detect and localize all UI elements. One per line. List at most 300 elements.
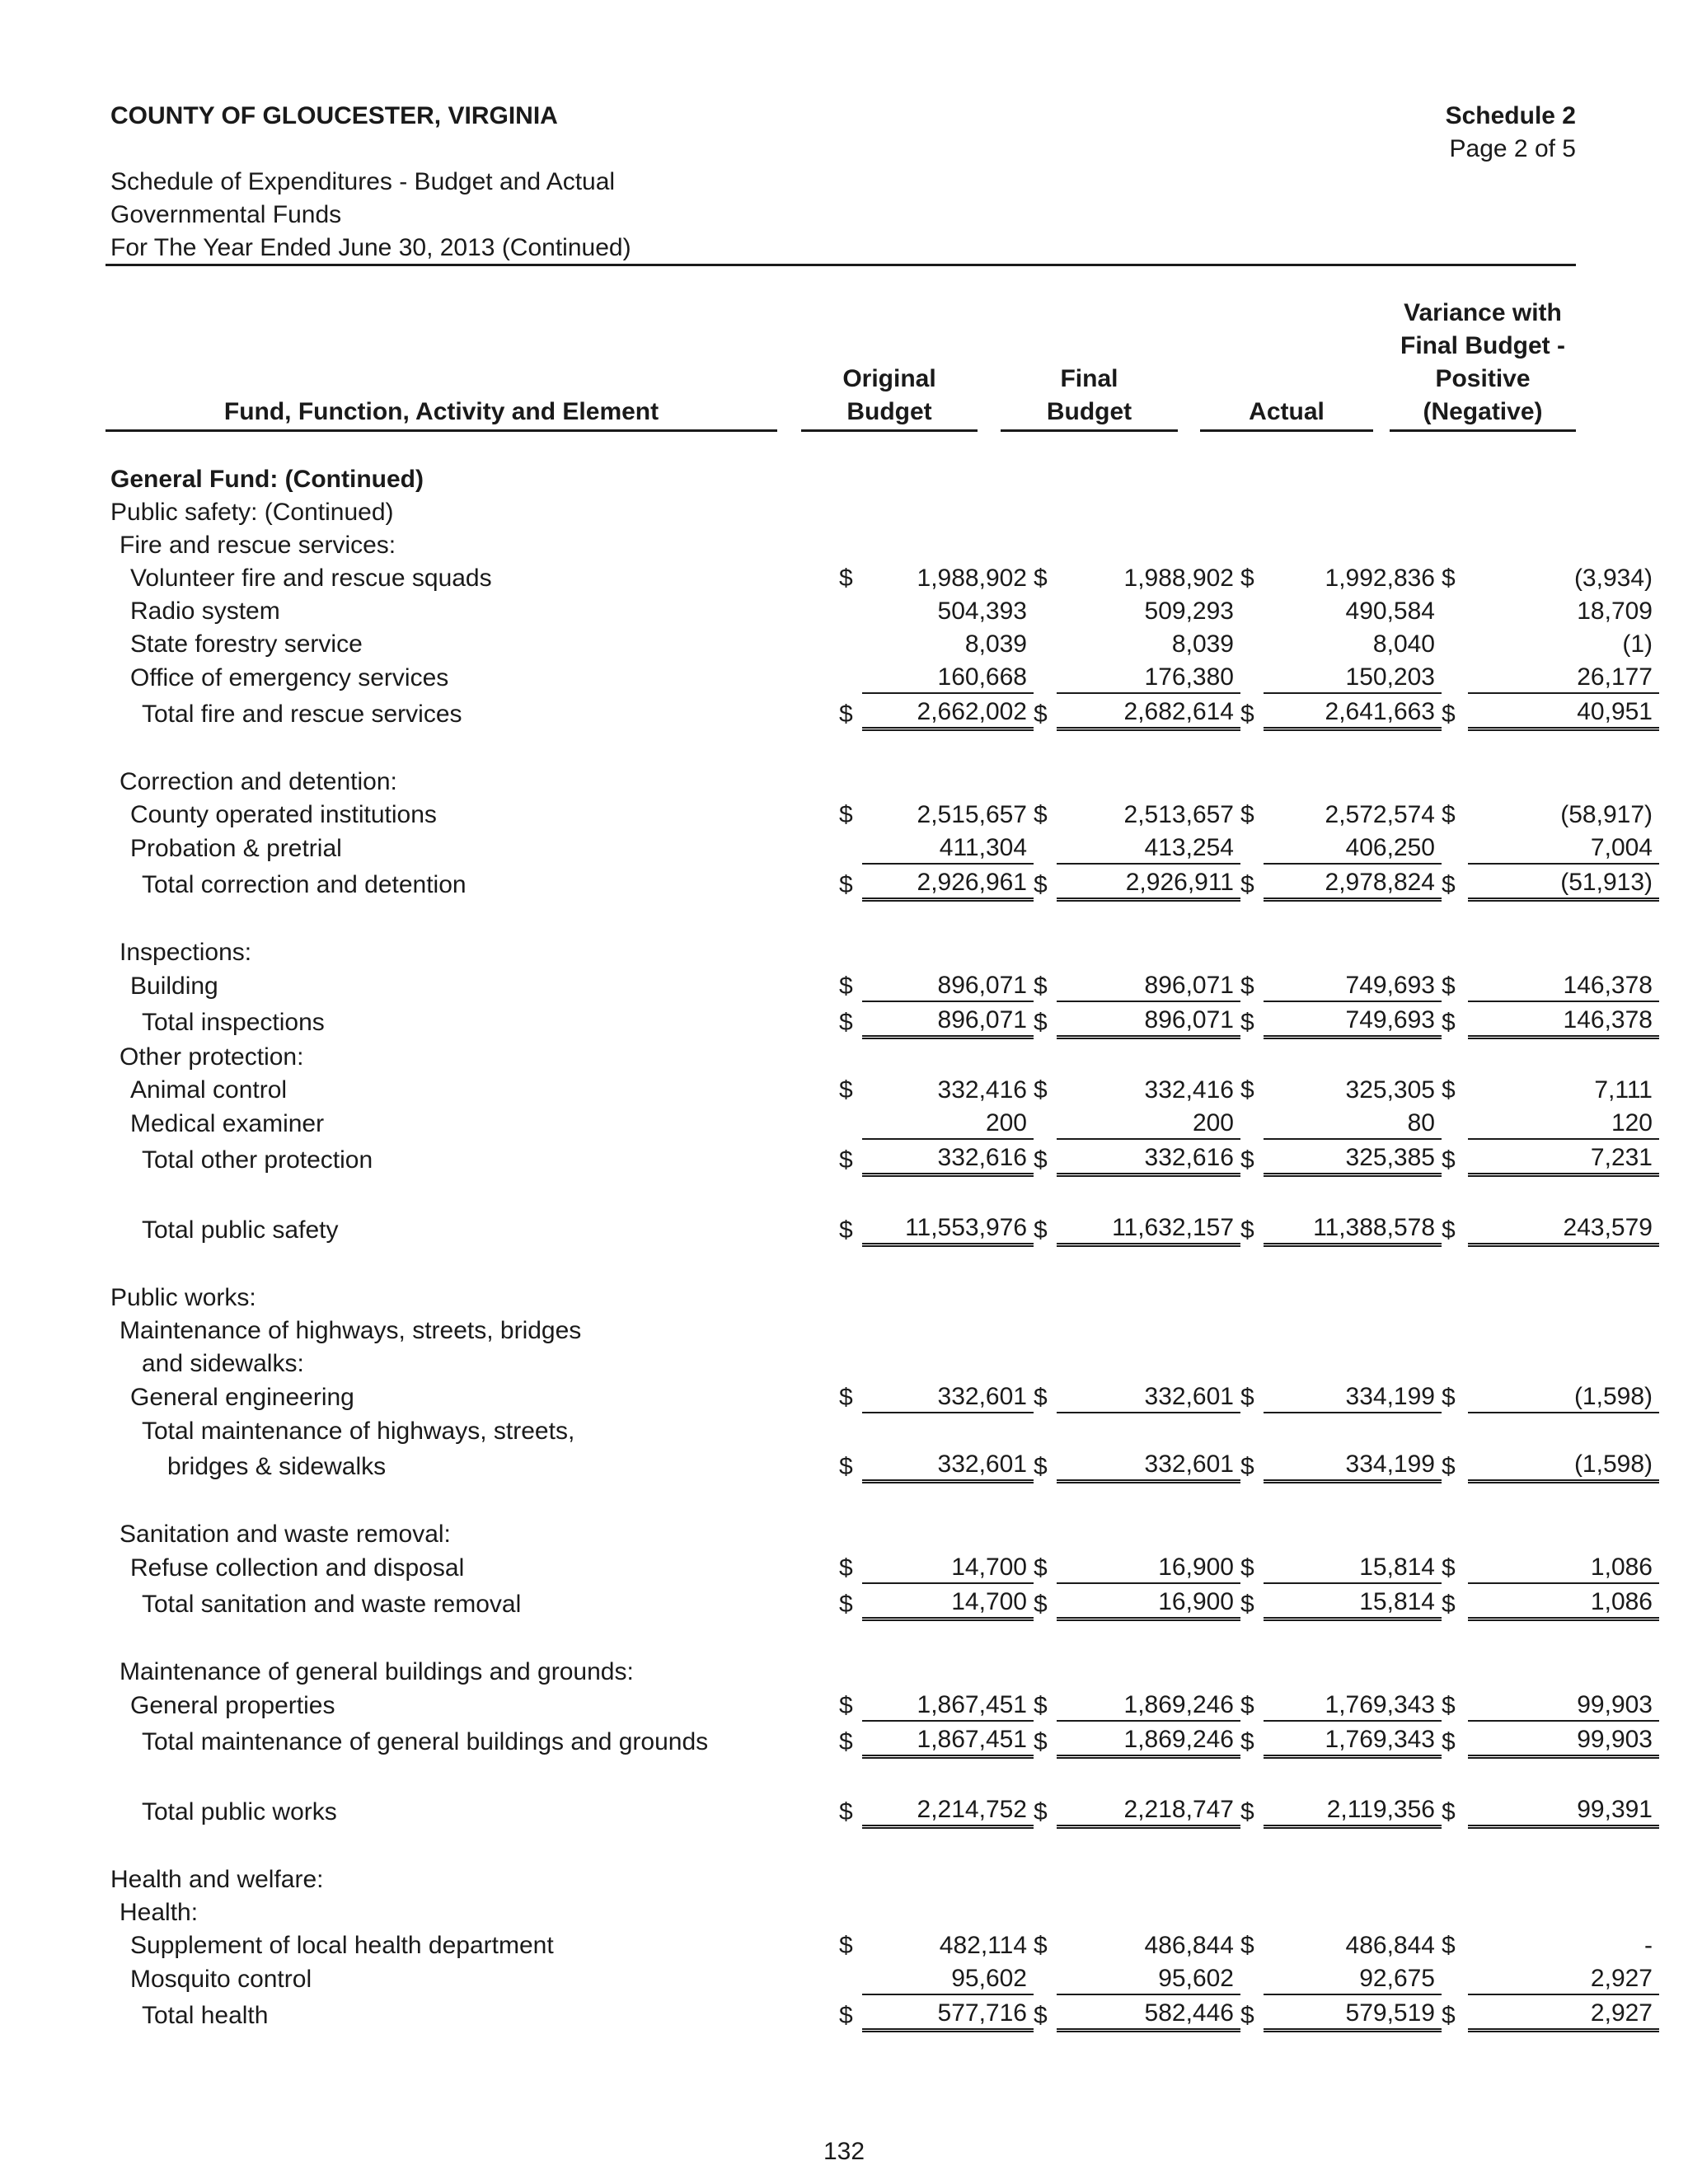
dollar-sign — [1240, 1105, 1264, 1139]
cell-actual: 8,040 — [1372, 630, 1435, 658]
cell-final-budget — [1057, 1280, 1240, 1313]
dollar-sign — [1442, 1346, 1468, 1379]
dollar-sign: $ — [839, 1590, 853, 1618]
table-row — [106, 1001, 1659, 1038]
dollar-sign — [1034, 830, 1057, 864]
dollar-sign — [839, 494, 862, 527]
column-header-label-text: Fund, Function, Activity and Element — [223, 398, 659, 425]
cell-original-budget: 2,926,961 — [862, 864, 1034, 900]
dollar-sign: $ — [1442, 565, 1456, 592]
table-row — [106, 1072, 1659, 1105]
table-row — [106, 1721, 1659, 1757]
dollar-sign: $ — [1034, 870, 1048, 898]
cell-final-budget — [1057, 462, 1240, 494]
spacer-row — [106, 1827, 1659, 1863]
dollar-sign — [1034, 626, 1057, 659]
row-label: Probation & pretrial — [130, 835, 342, 862]
dollar-sign: $ — [1240, 1008, 1254, 1036]
dollar-sign — [1240, 593, 1264, 626]
spacer-row — [106, 1619, 1659, 1655]
dollar-sign: $ — [1034, 565, 1048, 592]
cell-final-budget: 332,416 — [1144, 1076, 1234, 1104]
dollar-sign — [1240, 830, 1264, 864]
dollar-sign: $ — [1240, 1146, 1254, 1174]
cell-final-budget — [1057, 1862, 1240, 1895]
dollar-sign: $ — [1034, 1797, 1048, 1825]
column-header-original — [801, 363, 978, 429]
dollar-sign — [1034, 935, 1057, 968]
dollar-sign: $ — [1240, 1076, 1254, 1104]
column-header-variance-line1: Variance with — [1404, 299, 1562, 326]
cell-final-budget: 95,602 — [1057, 1961, 1240, 1994]
cell-variance: 7,231 — [1468, 1139, 1659, 1175]
dollar-sign — [839, 593, 862, 626]
dollar-sign: $ — [1240, 1797, 1254, 1825]
cell-final-budget: 176,380 — [1057, 659, 1240, 693]
dollar-sign — [1240, 626, 1264, 659]
cell-final-budget: 16,900 — [1057, 1549, 1240, 1583]
row-label: Fire and rescue services: — [120, 532, 396, 559]
cell-final-budget — [1057, 935, 1240, 968]
dollar-sign: $ — [1034, 1076, 1048, 1104]
cell-variance: 7,004 — [1468, 830, 1659, 864]
cell-original-budget: 11,553,976 — [862, 1210, 1034, 1245]
table-row — [106, 462, 1659, 494]
row-label: Public works: — [110, 1284, 256, 1311]
cell-original-budget — [862, 935, 1034, 968]
table-row — [106, 1928, 1659, 1961]
table-row — [106, 1961, 1659, 1994]
dollar-sign: $ — [1034, 1554, 1048, 1582]
dollar-sign — [1442, 1895, 1468, 1928]
dollar-sign — [1034, 1105, 1057, 1139]
dollar-sign: $ — [1240, 1554, 1254, 1582]
row-label: Total health — [142, 2001, 269, 2029]
cell-variance — [1468, 1413, 1659, 1446]
cell-variance: (3,934) — [1573, 565, 1653, 592]
column-header-original-line1: Original — [842, 365, 936, 392]
cell-variance — [1468, 1346, 1659, 1379]
dollar-sign: $ — [1240, 870, 1254, 898]
report-title: Schedule of Expenditures - Budget and Actual — [110, 168, 616, 195]
dollar-sign: $ — [1240, 1384, 1254, 1411]
dollar-sign: $ — [1034, 1384, 1048, 1411]
cell-actual — [1264, 1413, 1442, 1446]
cell-actual — [1264, 527, 1442, 560]
cell-original-budget: 332,601 — [862, 1379, 1034, 1413]
cell-original-budget — [862, 1413, 1034, 1446]
dollar-sign — [839, 1961, 862, 1994]
table-row — [106, 764, 1659, 797]
cell-actual: 15,814 — [1264, 1549, 1442, 1583]
dollar-sign — [1034, 1654, 1057, 1687]
dollar-sign — [1442, 593, 1468, 626]
column-header-original-line2: Budget — [846, 398, 932, 425]
dollar-sign — [839, 1516, 862, 1549]
dollar-sign: $ — [1240, 801, 1254, 828]
dollar-sign: $ — [1034, 1932, 1048, 1959]
cell-variance: 99,903 — [1468, 1687, 1659, 1721]
cell-original-budget: 896,071 — [862, 968, 1034, 1001]
table-row — [106, 1895, 1659, 1928]
cell-final-budget — [1057, 1516, 1240, 1549]
table-row — [106, 1210, 1659, 1245]
cell-final-budget: 8,039 — [1171, 630, 1234, 658]
table-row — [106, 1346, 1659, 1379]
column-header-actual-text: Actual — [1249, 398, 1325, 425]
row-label: Health and welfare: — [110, 1866, 324, 1893]
cell-original-budget: 14,700 — [862, 1549, 1034, 1583]
cell-variance: 7,111 — [1594, 1076, 1653, 1104]
cell-actual: 11,388,578 — [1264, 1210, 1442, 1245]
dollar-sign: $ — [1240, 1692, 1254, 1719]
dollar-sign — [1442, 659, 1468, 693]
dollar-sign — [1240, 1313, 1264, 1346]
row-label: Total fire and rescue services — [142, 700, 462, 728]
cell-final-budget: 413,254 — [1057, 830, 1240, 864]
dollar-sign — [1442, 1961, 1468, 1994]
cell-variance: 18,709 — [1577, 598, 1653, 625]
dollar-sign — [1240, 1862, 1264, 1895]
cell-variance: 146,378 — [1468, 1001, 1659, 1038]
row-label: Total sanitation and waste removal — [142, 1590, 522, 1618]
row-label: County operated institutions — [130, 801, 437, 828]
dollar-sign: $ — [1442, 1384, 1456, 1411]
cell-actual: 749,693 — [1264, 1001, 1442, 1038]
dollar-sign — [1442, 527, 1468, 560]
dollar-sign: $ — [1034, 1008, 1048, 1036]
table-row — [106, 1862, 1659, 1895]
dollar-sign — [839, 830, 862, 864]
cell-variance: 1,086 — [1468, 1583, 1659, 1619]
cell-final-budget — [1057, 1654, 1240, 1687]
dollar-sign: $ — [839, 1932, 853, 1959]
table-row — [106, 1994, 1659, 2031]
dollar-sign: $ — [1442, 1554, 1456, 1582]
dollar-sign — [839, 1105, 862, 1139]
cell-original-budget: 1,867,451 — [862, 1721, 1034, 1757]
cell-original-budget: 332,616 — [862, 1139, 1034, 1175]
cell-variance — [1468, 494, 1659, 527]
dollar-sign — [1442, 494, 1468, 527]
cell-variance: (1) — [1622, 630, 1653, 658]
spacer-row — [106, 900, 1659, 935]
cell-original-budget: 482,114 — [939, 1932, 1027, 1959]
dollar-sign — [839, 1038, 862, 1073]
cell-actual: 92,675 — [1264, 1961, 1442, 1994]
table-row — [106, 968, 1659, 1001]
dollar-sign — [1442, 1654, 1468, 1687]
cell-final-budget — [1057, 764, 1240, 797]
dollar-sign: $ — [1240, 565, 1254, 592]
cell-variance: - — [1644, 1932, 1653, 1959]
dollar-sign: $ — [1442, 870, 1456, 898]
cell-actual — [1264, 494, 1442, 527]
cell-variance: 243,579 — [1468, 1210, 1659, 1245]
cell-final-budget: 16,900 — [1057, 1583, 1240, 1619]
column-header-variance-line2: Final Budget - — [1400, 332, 1565, 359]
row-label: Total other protection — [142, 1146, 373, 1174]
column-header-variance-line4: (Negative) — [1423, 398, 1543, 425]
cell-final-budget: 2,682,614 — [1057, 693, 1240, 729]
cell-original-budget: 2,662,002 — [862, 693, 1034, 729]
column-header-final-line1: Final — [1060, 365, 1118, 392]
spacer-row — [106, 1245, 1659, 1281]
cell-original-budget: 2,515,657 — [917, 801, 1027, 828]
cell-final-budget: 11,632,157 — [1057, 1210, 1240, 1245]
cell-actual: 1,769,343 — [1264, 1687, 1442, 1721]
dollar-sign: $ — [1442, 1216, 1456, 1244]
cell-variance: (1,598) — [1468, 1379, 1659, 1413]
cell-actual: 2,978,824 — [1264, 864, 1442, 900]
spacer-row — [106, 1757, 1659, 1793]
row-label: State forestry service — [130, 630, 363, 658]
table-row — [106, 1105, 1659, 1139]
cell-variance: (1,598) — [1468, 1446, 1659, 1482]
table-row — [106, 1516, 1659, 1549]
dollar-sign: $ — [1240, 1590, 1254, 1618]
table-row — [106, 1792, 1659, 1827]
cell-actual: 406,250 — [1264, 830, 1442, 864]
dollar-sign — [1034, 462, 1057, 494]
row-label: Total inspections — [142, 1008, 325, 1036]
spacer-row — [106, 729, 1659, 765]
cell-variance — [1468, 527, 1659, 560]
dollar-sign — [1240, 659, 1264, 693]
row-label: Radio system — [130, 598, 280, 625]
dollar-sign — [1240, 764, 1264, 797]
dollar-sign — [1034, 659, 1057, 693]
cell-original-budget — [862, 1346, 1034, 1379]
dollar-sign: $ — [1442, 1076, 1456, 1104]
table-row — [106, 1413, 1659, 1446]
dollar-sign — [1034, 1280, 1057, 1313]
dollar-sign — [1442, 764, 1468, 797]
dollar-sign — [1442, 1313, 1468, 1346]
dollar-sign: $ — [1240, 972, 1254, 1000]
cell-variance: 99,391 — [1468, 1792, 1659, 1827]
dollar-sign — [839, 1862, 862, 1895]
dollar-sign: $ — [839, 801, 853, 828]
cell-original-budget: 160,668 — [862, 659, 1034, 693]
cell-variance — [1468, 462, 1659, 494]
cell-original-budget — [862, 1280, 1034, 1313]
dollar-sign: $ — [1442, 1008, 1456, 1036]
column-header-final-line2: Budget — [1046, 398, 1132, 425]
dollar-sign: $ — [1034, 1590, 1048, 1618]
dollar-sign: $ — [839, 1216, 853, 1244]
cell-final-budget: 1,988,902 — [1123, 565, 1234, 592]
table-row — [106, 1313, 1659, 1346]
cell-actual: 749,693 — [1264, 968, 1442, 1001]
dollar-sign: $ — [839, 2001, 853, 2029]
row-label: Total public works — [142, 1797, 337, 1825]
dollar-sign: $ — [1240, 1932, 1254, 1959]
dollar-sign: $ — [1442, 2001, 1456, 2029]
cell-actual — [1264, 1346, 1442, 1379]
cell-final-budget: 1,869,246 — [1057, 1721, 1240, 1757]
cell-variance — [1468, 1313, 1659, 1346]
table-row — [106, 935, 1659, 968]
dollar-sign: $ — [1240, 2001, 1254, 2029]
cell-final-budget — [1057, 1895, 1240, 1928]
table-row — [106, 1280, 1659, 1313]
cell-actual: 2,572,574 — [1325, 801, 1435, 828]
dollar-sign — [1034, 1038, 1057, 1073]
dollar-sign — [839, 527, 862, 560]
row-label: Total public safety — [142, 1216, 339, 1244]
dollar-sign: $ — [1442, 1727, 1456, 1755]
page-indicator: Page 2 of 5 — [1449, 135, 1576, 162]
row-label: General properties — [130, 1692, 335, 1719]
cell-original-budget — [862, 1654, 1034, 1687]
dollar-sign: $ — [1442, 1452, 1456, 1480]
cell-actual — [1264, 1654, 1442, 1687]
dollar-sign: $ — [1034, 801, 1048, 828]
dollar-sign: $ — [1034, 2001, 1048, 2029]
cell-original-budget: 896,071 — [862, 1001, 1034, 1038]
table-row — [106, 1038, 1659, 1073]
dollar-sign: $ — [1240, 1216, 1254, 1244]
schedule-label: Schedule 2 — [1445, 102, 1576, 129]
dollar-sign — [839, 1346, 862, 1379]
table-row — [106, 1583, 1659, 1619]
cell-final-budget: 1,869,246 — [1057, 1687, 1240, 1721]
cell-final-budget: 486,844 — [1144, 1932, 1234, 1959]
dollar-sign — [839, 1895, 862, 1928]
dollar-sign: $ — [1442, 1146, 1456, 1174]
cell-variance: 99,903 — [1468, 1721, 1659, 1757]
cell-final-budget: 2,513,657 — [1123, 801, 1234, 828]
cell-actual: 325,385 — [1264, 1139, 1442, 1175]
dollar-sign — [1034, 764, 1057, 797]
dollar-sign — [839, 1313, 862, 1346]
cell-variance — [1468, 1654, 1659, 1687]
dollar-sign — [1240, 1961, 1264, 1994]
row-label: Refuse collection and disposal — [130, 1554, 465, 1582]
row-label: Other protection: — [120, 1043, 304, 1071]
dollar-sign — [1442, 830, 1468, 864]
cell-original-budget: 95,602 — [862, 1961, 1034, 1994]
cell-actual: 1,769,343 — [1264, 1721, 1442, 1757]
cell-actual: 1,992,836 — [1325, 565, 1435, 592]
dollar-sign — [1240, 1038, 1264, 1073]
cell-original-budget: 1,988,902 — [917, 565, 1027, 592]
table-row — [106, 1446, 1659, 1482]
row-label: Office of emergency services — [130, 664, 449, 691]
row-label: Sanitation and waste removal: — [120, 1521, 451, 1548]
cell-original-budget — [862, 462, 1034, 494]
dollar-sign: $ — [1442, 972, 1456, 1000]
table-row — [106, 864, 1659, 900]
cell-variance — [1468, 1862, 1659, 1895]
dollar-sign — [1034, 1895, 1057, 1928]
dollar-sign — [1034, 494, 1057, 527]
cell-final-budget: 2,926,911 — [1057, 864, 1240, 900]
dollar-sign: $ — [839, 1008, 853, 1036]
cell-actual: 486,844 — [1345, 1932, 1435, 1959]
cell-final-budget: 509,293 — [1144, 598, 1234, 625]
cell-final-budget: 896,071 — [1057, 968, 1240, 1001]
dollar-sign: $ — [1034, 972, 1048, 1000]
cell-actual — [1264, 1862, 1442, 1895]
report-period: For The Year Ended June 30, 2013 (Continued) — [110, 234, 631, 261]
row-label: Total maintenance of highways, streets, — [142, 1418, 575, 1445]
dollar-sign — [1442, 1038, 1468, 1073]
dollar-sign — [1442, 462, 1468, 494]
row-label: Health: — [120, 1899, 199, 1926]
dollar-sign: $ — [1034, 1727, 1048, 1755]
cell-original-budget — [862, 1862, 1034, 1895]
dollar-sign — [1442, 1413, 1468, 1446]
table-row — [106, 494, 1659, 527]
dollar-sign — [839, 764, 862, 797]
cell-original-budget: 411,304 — [862, 830, 1034, 864]
table-row — [106, 1654, 1659, 1687]
row-label: Building — [130, 972, 218, 1000]
cell-actual: 579,519 — [1264, 1994, 1442, 2031]
cell-variance — [1468, 1516, 1659, 1549]
dollar-sign — [1034, 593, 1057, 626]
dollar-sign — [1240, 935, 1264, 968]
dollar-sign: $ — [1240, 1727, 1254, 1755]
dollar-sign: $ — [1442, 801, 1456, 828]
dollar-sign: $ — [839, 1797, 853, 1825]
row-label: and sidewalks: — [142, 1350, 304, 1377]
table-row — [106, 560, 1659, 593]
cell-final-budget: 2,218,747 — [1057, 1792, 1240, 1827]
cell-original-budget: 504,393 — [937, 598, 1027, 625]
cell-actual — [1264, 935, 1442, 968]
dollar-sign — [1240, 1516, 1264, 1549]
cell-original-budget — [862, 494, 1034, 527]
dollar-sign — [839, 1280, 862, 1313]
table-row — [106, 527, 1659, 560]
dollar-sign: $ — [839, 565, 853, 592]
dollar-sign: $ — [1034, 1146, 1048, 1174]
column-header-actual — [1200, 396, 1373, 429]
row-label: General engineering — [130, 1384, 354, 1411]
dollar-sign: $ — [1034, 1452, 1048, 1480]
cell-variance: 2,927 — [1468, 1961, 1659, 1994]
dollar-sign — [1034, 527, 1057, 560]
cell-actual: 15,814 — [1264, 1583, 1442, 1619]
dollar-sign — [1240, 1280, 1264, 1313]
cell-variance: (51,913) — [1468, 864, 1659, 900]
expenditure-schedule-table — [106, 462, 1659, 2032]
header-rule — [106, 264, 1576, 266]
cell-actual: 490,584 — [1345, 598, 1435, 625]
dollar-sign — [839, 659, 862, 693]
cell-final-budget — [1057, 527, 1240, 560]
cell-original-budget — [862, 764, 1034, 797]
cell-variance — [1468, 1895, 1659, 1928]
cell-original-budget — [862, 1313, 1034, 1346]
dollar-sign — [1442, 626, 1468, 659]
column-header-variance — [1390, 297, 1576, 429]
dollar-sign — [1240, 527, 1264, 560]
dollar-sign — [1240, 1346, 1264, 1379]
dollar-sign: $ — [839, 1076, 853, 1104]
table-row — [106, 693, 1659, 729]
table-row — [106, 593, 1659, 626]
row-label: Maintenance of highways, streets, bridges — [120, 1317, 582, 1344]
dollar-sign — [839, 935, 862, 968]
row-label: General Fund: (Continued) — [110, 466, 424, 493]
row-label: Total maintenance of general buildings and grounds — [142, 1727, 709, 1755]
cell-variance — [1468, 1280, 1659, 1313]
table-row — [106, 830, 1659, 864]
